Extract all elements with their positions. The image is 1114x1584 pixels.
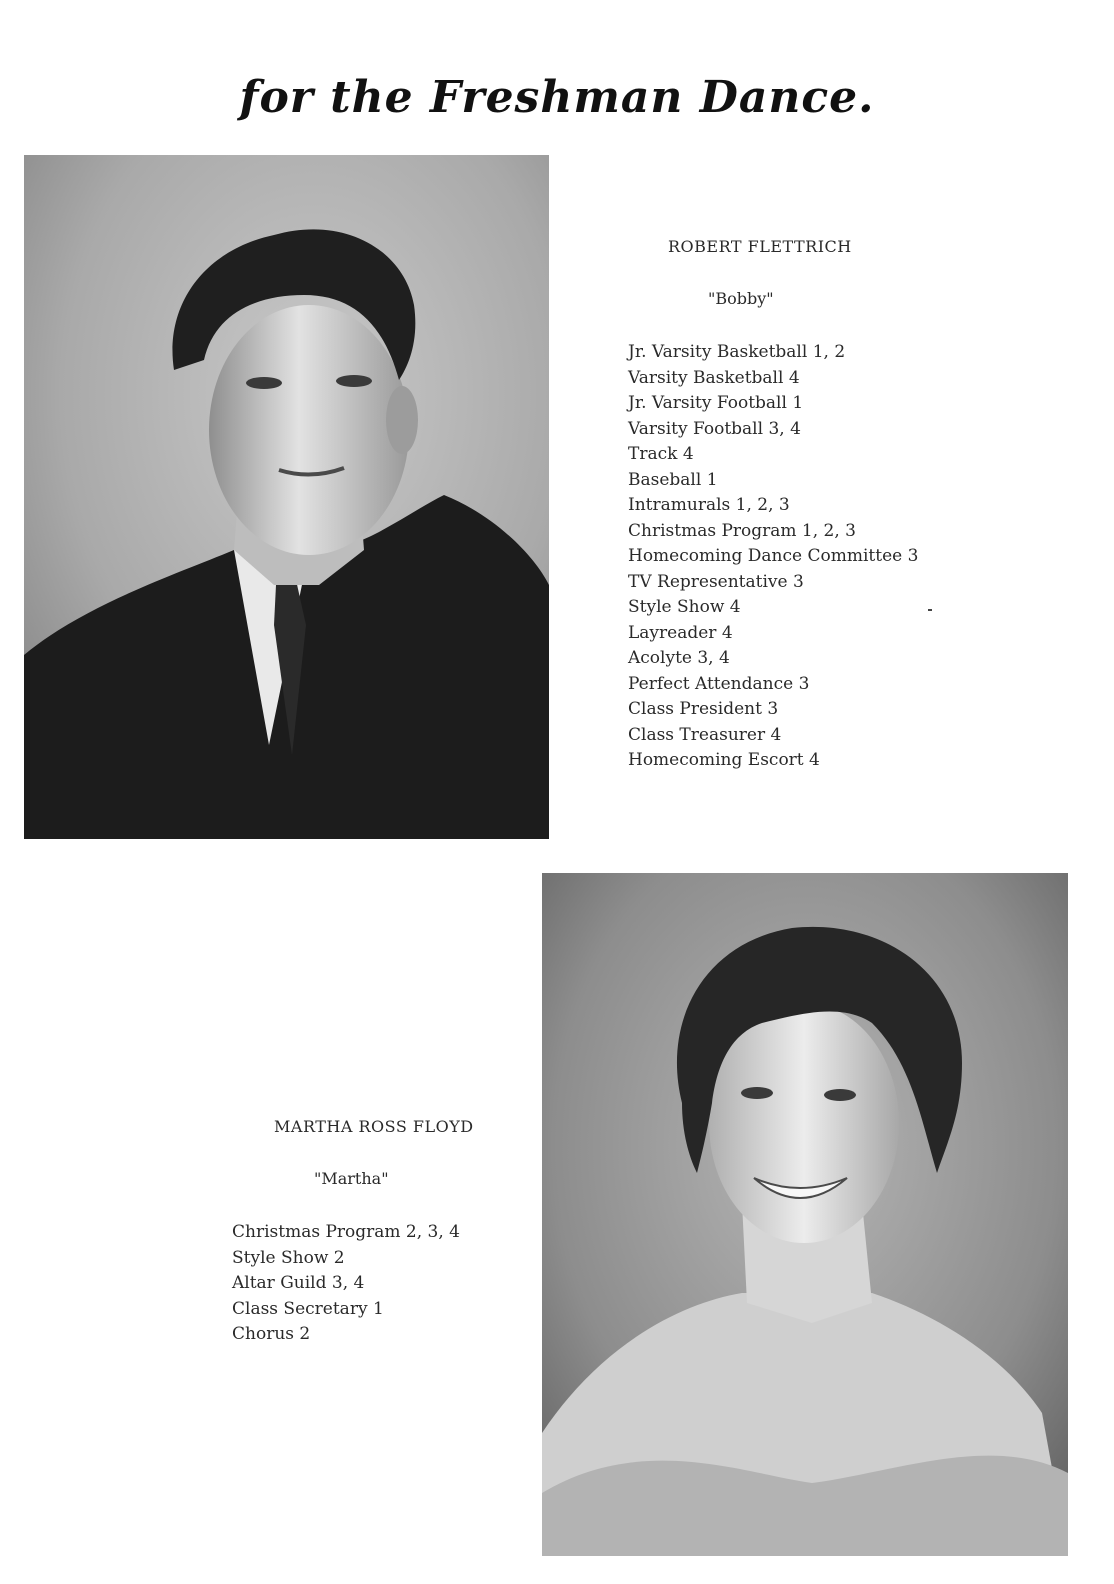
activity-item: Jr. Varsity Football 1 [628, 393, 804, 413]
student-nickname: "Bobby" [708, 289, 774, 308]
activity-item: Varsity Basketball 4 [628, 367, 800, 388]
activity-item: Acolyte 3, 4 [628, 648, 730, 668]
page-title: for the Freshman Dance. [239, 72, 875, 123]
activity-item: Style Show 4 [628, 597, 741, 617]
activity-list [628, 340, 958, 774]
student-nickname: "Martha" [314, 1169, 389, 1188]
student-name: MARTHA ROSS FLOYD [274, 1117, 474, 1136]
activity-item: Homecoming Dance Committee 3 [628, 546, 919, 566]
student-bio-martha [232, 1116, 532, 1348]
activity-item: Class Secretary 1 [232, 1298, 384, 1319]
activity-item: Baseball 1 [628, 469, 718, 490]
portrait-photo-robert [24, 155, 549, 839]
activity-item: Altar Guild 3, 4 [232, 1273, 365, 1293]
activity-item: TV Representative 3 [628, 571, 804, 592]
activity-item: Varsity Football 3, 4 [628, 418, 801, 439]
activity-item: Style Show 2 [232, 1247, 345, 1268]
activity-item: Christmas Program 2, 3, 4 [232, 1222, 460, 1242]
activity-item: Track 4 [628, 444, 694, 464]
activity-item: Intramurals 1, 2, 3 [628, 495, 790, 515]
activity-item: Class Treasurer 4 [628, 724, 782, 745]
print-speck [928, 609, 932, 611]
activity-item: Layreader 4 [628, 622, 733, 643]
activity-item: Chorus 2 [232, 1324, 311, 1344]
activity-item: Homecoming Escort 4 [628, 750, 820, 770]
portrait-image [542, 873, 1068, 1556]
portrait-photo-martha [542, 873, 1068, 1556]
student-name: ROBERT FLETTRICH [668, 237, 852, 256]
activity-item: Class President 3 [628, 699, 779, 719]
activity-list [232, 1220, 532, 1348]
activity-item: Perfect Attendance 3 [628, 673, 810, 694]
activity-item: Christmas Program 1, 2, 3 [628, 520, 856, 541]
activity-item: Jr. Varsity Basketball 1, 2 [628, 342, 846, 362]
portrait-image [24, 155, 549, 839]
student-bio-robert [628, 236, 958, 774]
